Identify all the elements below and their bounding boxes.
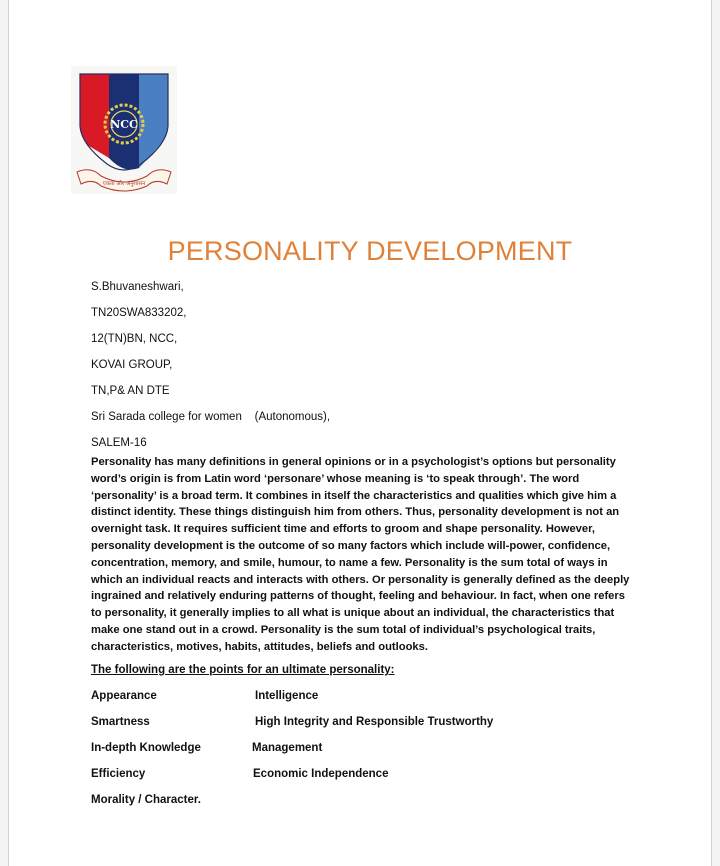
author-city: SALEM-16 xyxy=(91,437,147,449)
body-paragraph: Personality has many definitions in general opinions or in a psychologist’s options but personality word’s origin is from Latin word ‘personare’ whose meaning is ‘to speak through’. The word ‘personality’ is a broad term. It combines in itself the characteristics and qualities which give him a distinct identity. These things distinguish him from others. Thus, personality development is not an overnight task. It requires sufficient time and efforts to groom and shape personality. However, personality development is the outcome of so many factors which include will-power, confidence, concentration, memory, and smile, humour, to name a few. Personality is the sum total of ways in which an individual reacts and interacts with others. Or personality is generally defined as the deeply ingrained and relatively enduring patterns of thought, feeling and behaviour. In fact, when one refers to personality, it generally implies to all what is unique about an individual, the characteristics that make one stand out in a crowd. Personality is the sum total of individual’s psychological traits, characteristics, motives, habits, attitudes, beliefs and outlooks. xyxy=(91,456,630,653)
point-smartness: Smartness xyxy=(91,716,150,728)
author-college: Sri Sarada college for women (Autonomous), xyxy=(91,411,331,423)
ncc-logo xyxy=(71,66,177,194)
point-appearance: Appearance xyxy=(91,690,157,702)
point-efficiency: Efficiency xyxy=(91,768,146,780)
author-regno: TN20SWA833202, xyxy=(91,307,187,319)
point-integrity: High Integrity and Responsible Trustworthy xyxy=(255,716,494,728)
author-unit: 12(TN)BN, NCC, xyxy=(91,333,178,345)
author-details xyxy=(91,274,330,456)
svg-text:NCC: NCC xyxy=(110,118,138,131)
point-intelligence: Intelligence xyxy=(255,690,319,702)
document-title: PERSONALITY DEVELOPMENT xyxy=(167,236,573,266)
point-knowledge: In-depth Knowledge xyxy=(91,742,201,754)
author-group: KOVAI GROUP, xyxy=(91,359,173,371)
point-management: Management xyxy=(252,742,323,754)
author-directorate: TN,P& AN DTE xyxy=(91,385,170,397)
points-heading: The following are the points for an ultimate personality: xyxy=(91,664,395,676)
ncc-emblem-icon xyxy=(71,66,177,194)
author-name: S.Bhuvaneshwari, xyxy=(91,281,184,293)
point-economic: Economic Independence xyxy=(253,768,389,780)
svg-text:एकता और अनुशासन: एकता और अनुशासन xyxy=(102,181,146,187)
point-morality: Morality / Character. xyxy=(91,794,201,806)
document-page xyxy=(8,0,712,866)
